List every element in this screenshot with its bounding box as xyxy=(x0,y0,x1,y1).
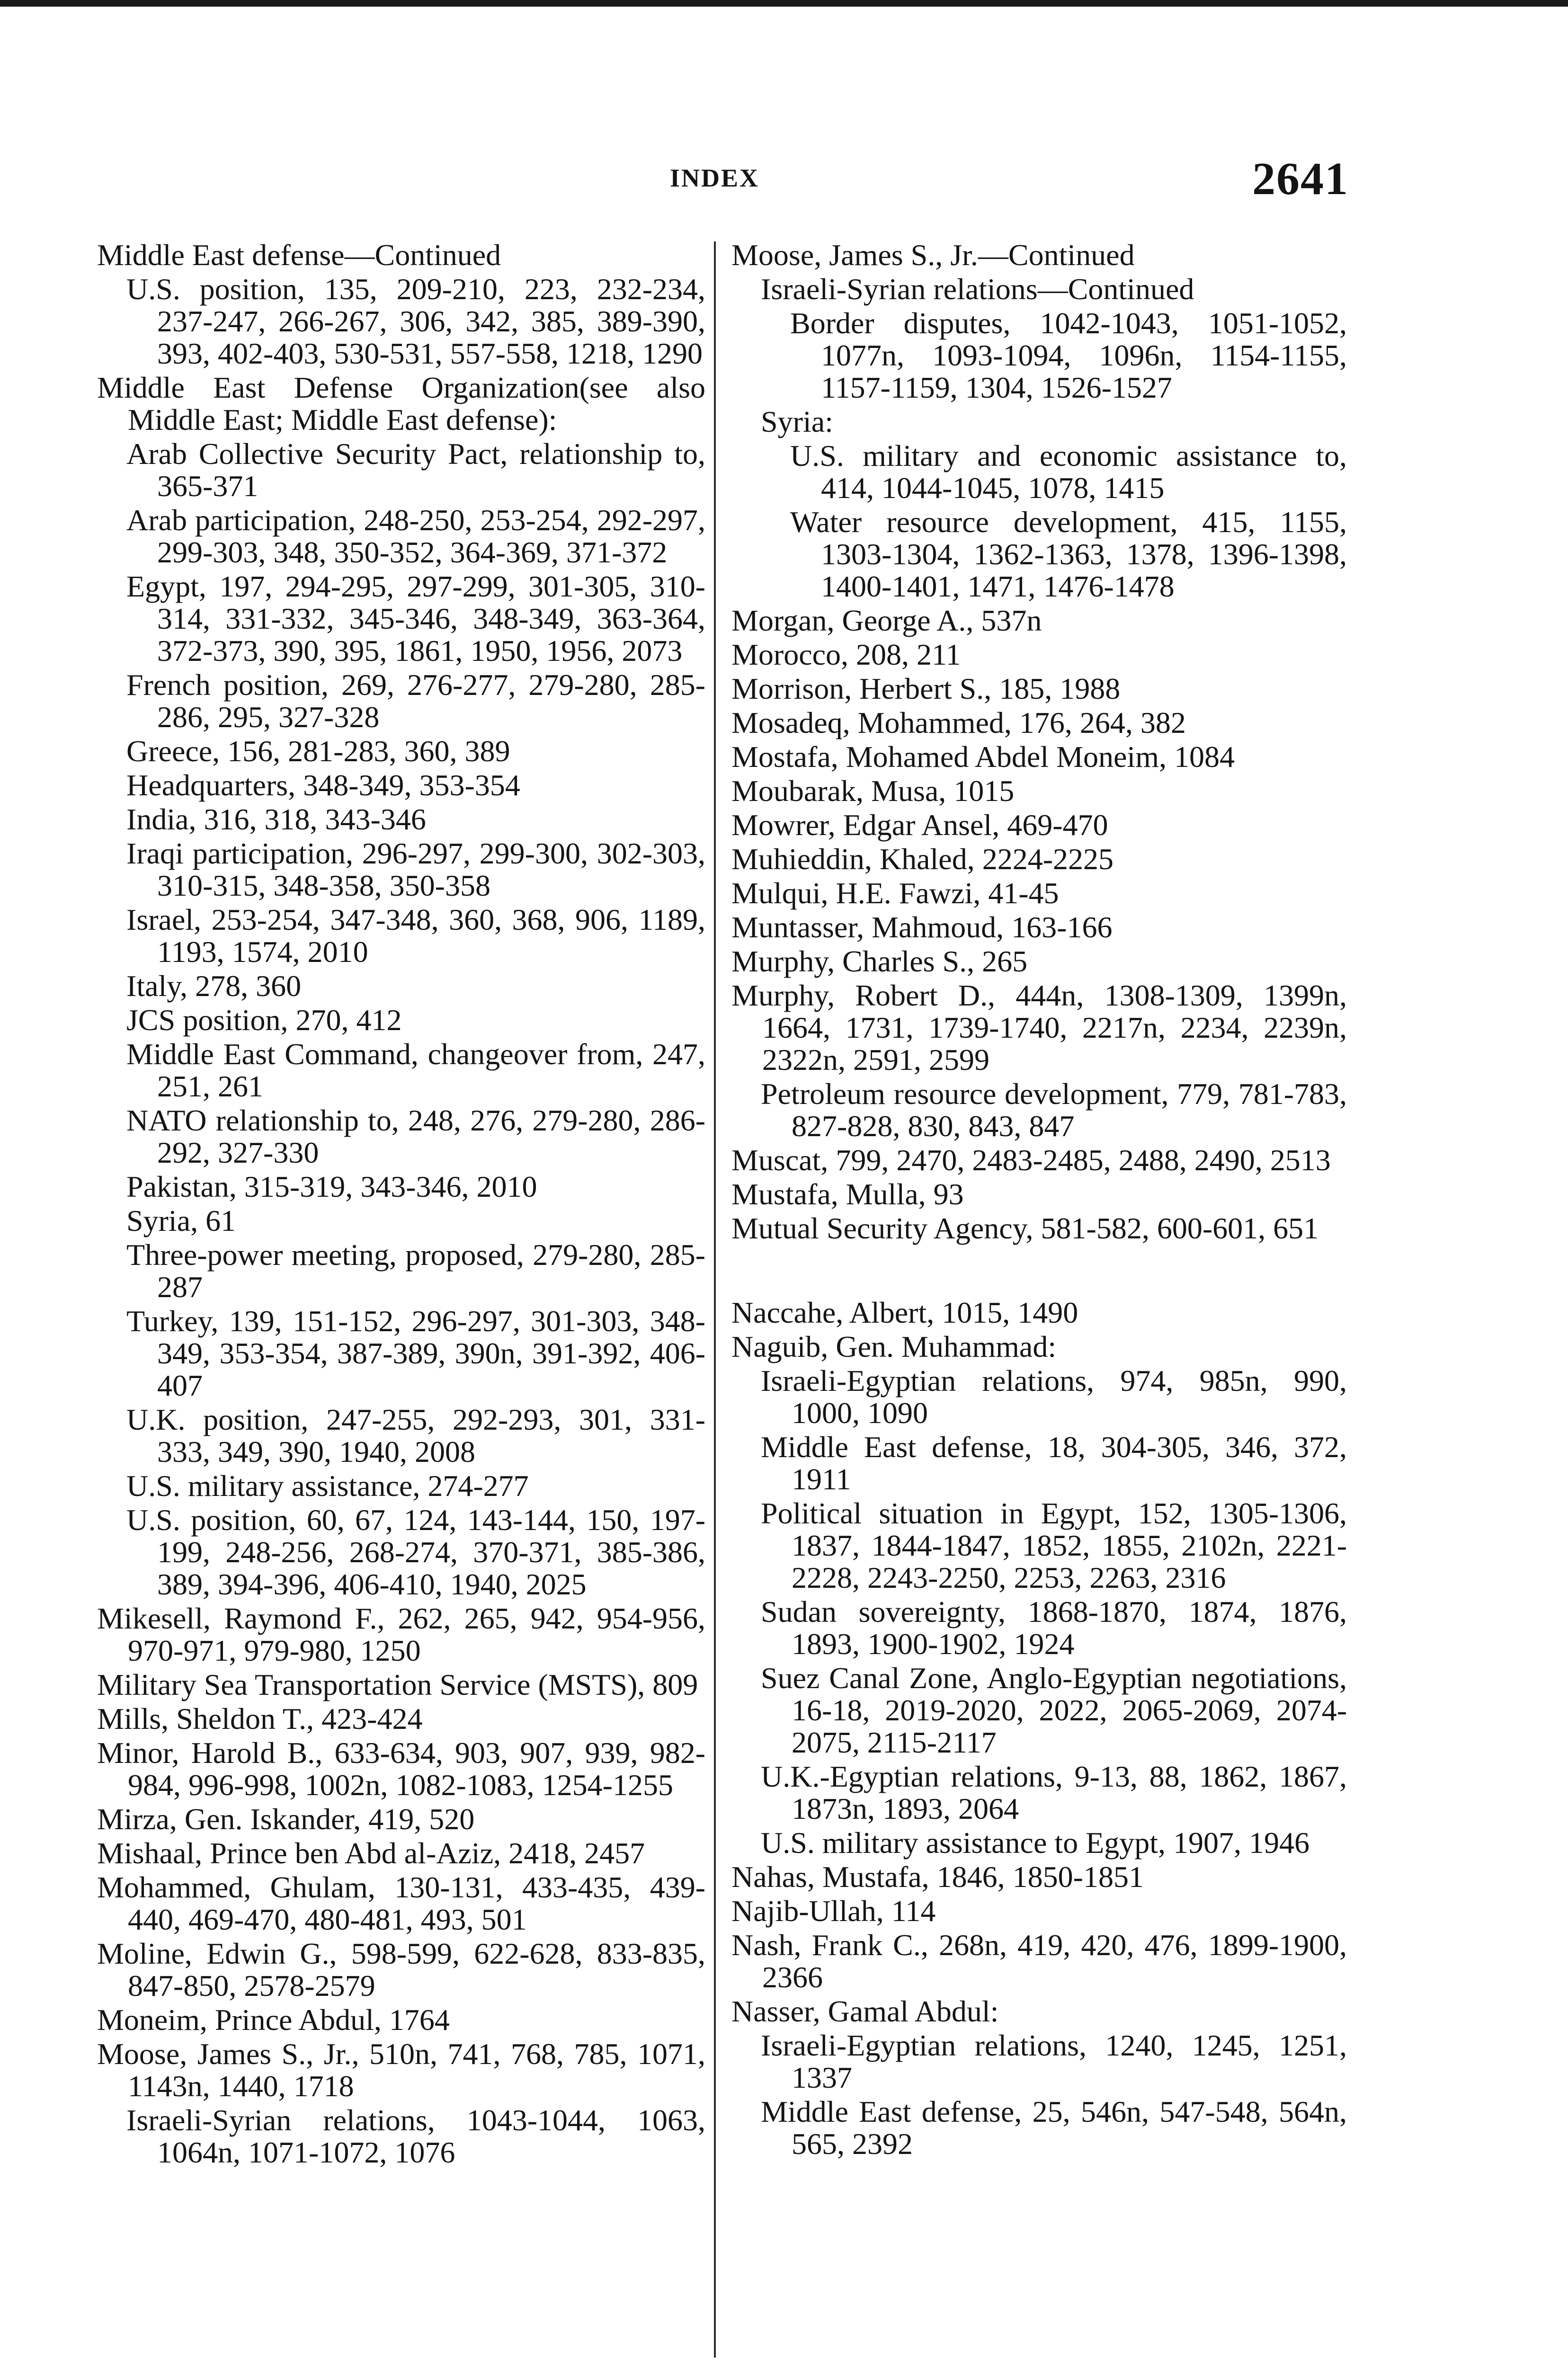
index-entry: Morocco, 208, 211 xyxy=(731,638,961,671)
index-entry: Middle East defense—Continued xyxy=(97,238,501,272)
index-entry: Naguib, Gen. Muhammad: xyxy=(731,1330,1057,1363)
index-entry: Mustafa, Mulla, 93 xyxy=(731,1177,964,1211)
index-entry: Moose, James S., Jr., 510n, 741, 768, 785, 1071, 1143n, 1440, 1718 xyxy=(97,2037,705,2103)
index-entry: Israel, 253-254, 347-348, 360, 368, 906, 1189, 1193, 1574, 2010 xyxy=(126,903,705,969)
index-entry: Muscat, 799, 2470, 2483-2485, 2488, 2490, 2513 xyxy=(731,1143,1331,1177)
top-edge-rule xyxy=(0,0,1568,7)
index-entry: Muhieddin, Khaled, 2224-2225 xyxy=(731,842,1114,876)
index-entry: Nasser, Gamal Abdul: xyxy=(731,1994,999,2028)
index-entry: Greece, 156, 281-283, 360, 389 xyxy=(126,734,510,768)
index-entry: Water resource development, 415, 1155, 1303-1304, 1362-1363, 1378, 1396-1398, 1400-1401, 1471, 1476-1478 xyxy=(790,505,1347,603)
index-entry: Iraqi participation, 296-297, 299-300, 302-303, 310-315, 348-358, 350-358 xyxy=(126,836,705,902)
index-entry: JCS position, 270, 412 xyxy=(126,1003,402,1037)
index-entry: Sudan sovereignty, 1868-1870, 1874, 1876, 1893, 1900-1902, 1924 xyxy=(761,1595,1347,1661)
running-header-title: INDEX xyxy=(670,164,760,192)
index-entry: U.K. position, 247-255, 292-293, 301, 331-333, 349, 390, 1940, 2008 xyxy=(126,1403,705,1468)
index-entry: Syria: xyxy=(761,405,833,438)
index-entry: U.S. position, 135, 209-210, 223, 232-234, 237-247, 266-267, 306, 342, 385, 389-390, 393, 402-403, 530-531, 557-558, 1218, 1290 xyxy=(126,272,705,370)
index-entry: Najib-Ullah, 114 xyxy=(731,1894,936,1928)
index-entry: Mikesell, Raymond F., 262, 265, 942, 954-956, 970-971, 979-980, 1250 xyxy=(97,1602,705,1667)
index-entry: Middle East Command, changeover from, 247, 251, 261 xyxy=(126,1037,705,1103)
index-entry: Mirza, Gen. Iskander, 419, 520 xyxy=(97,1802,475,1836)
index-entry: Israeli-Egyptian relations, 974, 985n, 990, 1000, 1090 xyxy=(761,1364,1347,1430)
index-entry: Naccahe, Albert, 1015, 1490 xyxy=(731,1296,1078,1329)
index-entry: Moose, James S., Jr.—Continued xyxy=(731,238,1135,272)
index-entry: Moneim, Prince Abdul, 1764 xyxy=(97,2003,450,2037)
index-entry: Arab Collective Security Pact, relationship to, 365-371 xyxy=(126,437,705,503)
index-entry: Military Sea Transportation Service (MSTS), 809 xyxy=(97,1668,698,1701)
index-entry: Arab participation, 248-250, 253-254, 292-297, 299-303, 348, 350-352, 364-369, 371-372 xyxy=(126,503,705,569)
index-entry: India, 316, 318, 343-346 xyxy=(126,802,426,836)
column-divider xyxy=(714,241,716,2358)
index-column-right xyxy=(731,239,1347,2162)
index-entry: Suez Canal Zone, Anglo-Egyptian negotiations, 16-18, 2019-2020, 2022, 2065-2069, 2074-2075, 2115-2117 xyxy=(761,1661,1347,1759)
index-entry: NATO relationship to, 248, 276, 279-280, 286-292, 327-330 xyxy=(126,1103,705,1169)
index-entry: Morrison, Herbert S., 185, 1988 xyxy=(731,672,1121,705)
index-entry: U.K.-Egyptian relations, 9-13, 88, 1862, 1867, 1873n, 1893, 2064 xyxy=(761,1760,1347,1825)
index-entry: Petroleum resource development, 779, 781-783, 827-828, 830, 843, 847 xyxy=(761,1077,1347,1143)
index-entry: Headquarters, 348-349, 353-354 xyxy=(126,768,520,802)
index-entry: Mills, Sheldon T., 423-424 xyxy=(97,1702,423,1735)
index-entry: Border disputes, 1042-1043, 1051-1052, 1077n, 1093-1094, 1096n, 1154-1155, 1157-1159, 1304, 1526-1527 xyxy=(790,306,1347,404)
index-entry: Turkey, 139, 151-152, 296-297, 301-303, 348-349, 353-354, 387-389, 390n, 391-392, 406-407 xyxy=(126,1304,705,1402)
index-entry: Italy, 278, 360 xyxy=(126,969,302,1003)
index-entry: Middle East Defense Organization(see also Middle East; Middle East defense): xyxy=(97,371,705,436)
index-entry: Murphy, Robert D., 444n, 1308-1309, 1399n, 1664, 1731, 1739-1740, 2217n, 2234, 2239n, 2322n, 2591, 2599 xyxy=(731,979,1347,1077)
index-entry: Moubarak, Musa, 1015 xyxy=(731,774,1015,808)
index-entry: U.S. military and economic assistance to, 414, 1044-1045, 1078, 1415 xyxy=(790,439,1347,505)
index-entry: Moline, Edwin G., 598-599, 622-628, 833-835, 847-850, 2578-2579 xyxy=(97,1937,705,2002)
index-entry: Syria, 61 xyxy=(126,1204,236,1237)
index-entry: Muntasser, Mahmoud, 163-166 xyxy=(731,910,1113,944)
index-entry: Mulqui, H.E. Fawzi, 41-45 xyxy=(731,876,1059,910)
index-entry: Mosadeq, Mohammed, 176, 264, 382 xyxy=(731,706,1186,739)
index-entry: French position, 269, 276-277, 279-280, 285-286, 295, 327-328 xyxy=(126,668,705,734)
index-entry: Murphy, Charles S., 265 xyxy=(731,944,1028,978)
index-entry: Pakistan, 315-319, 343-346, 2010 xyxy=(126,1170,537,1203)
index-entry: Israeli-Syrian relations—Continued xyxy=(761,272,1194,306)
index-entry: Mishaal, Prince ben Abd al-Aziz, 2418, 2457 xyxy=(97,1836,645,1870)
index-entry: Mowrer, Edgar Ansel, 469-470 xyxy=(731,808,1108,842)
index-entry: Israeli-Egyptian relations, 1240, 1245, 1251, 1337 xyxy=(761,2029,1347,2094)
index-entry: U.S. military assistance to Egypt, 1907, 1946 xyxy=(761,1826,1310,1860)
index-entry: Middle East defense, 18, 304-305, 346, 372, 1911 xyxy=(761,1430,1347,1496)
index-column-left xyxy=(97,239,705,2171)
index-entry: U.S. military assistance, 274-277 xyxy=(126,1469,529,1503)
index-entry: Nahas, Mustafa, 1846, 1850-1851 xyxy=(731,1860,1144,1894)
index-entry: Mutual Security Agency, 581-582, 600-601, 651 xyxy=(731,1211,1319,1245)
index-entry: Egypt, 197, 294-295, 297-299, 301-305, 310-314, 331-332, 345-346, 348-349, 363-364, 372-373, 390, 395, 1861, 1950, 1956, 2073 xyxy=(126,570,705,667)
index-entry: Three-power meeting, proposed, 279-280, 285-287 xyxy=(126,1238,705,1304)
index-entry: Political situation in Egypt, 152, 1305-1306, 1837, 1844-1847, 1852, 1855, 2102n, 2221-2228, 2243-2250, 2253, 2263, 2316 xyxy=(761,1496,1347,1594)
index-entry: U.S. position, 60, 67, 124, 143-144, 150, 197-199, 248-256, 268-274, 370-371, 385-386, 389, 394-396, 406-410, 1940, 2025 xyxy=(126,1503,705,1601)
index-entry: Middle East defense, 25, 546n, 547-548, 564n, 565, 2392 xyxy=(761,2095,1347,2161)
index-entry: Mostafa, Mohamed Abdel Moneim, 1084 xyxy=(731,740,1235,774)
index-entry: Nash, Frank C., 268n, 419, 420, 476, 1899-1900, 2366 xyxy=(731,1928,1347,1994)
index-entry: Israeli-Syrian relations, 1043-1044, 1063, 1064n, 1071-1072, 1076 xyxy=(126,2103,705,2169)
page-number: 2641 xyxy=(1252,153,1349,205)
index-entry: Mohammed, Ghulam, 130-131, 433-435, 439-440, 469-470, 480-481, 493, 501 xyxy=(97,1870,705,1936)
index-entry: Morgan, George A., 537n xyxy=(731,604,1042,637)
index-entry: Minor, Harold B., 633-634, 903, 907, 939, 982-984, 996-998, 1002n, 1082-1083, 1254-1255 xyxy=(97,1736,705,1802)
